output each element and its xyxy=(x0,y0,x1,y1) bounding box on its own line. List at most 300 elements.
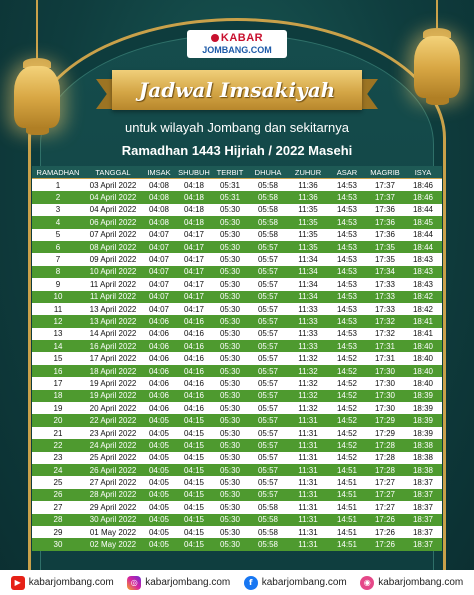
table-cell: 05:57 xyxy=(257,490,279,500)
table-cell: 04 April 2022 xyxy=(89,205,137,215)
table-cell: 05:30 xyxy=(219,205,241,215)
table-cell: 05:58 xyxy=(257,217,279,227)
table-cell: 04:17 xyxy=(183,304,205,314)
table-cell: 23 April 2022 xyxy=(89,428,137,438)
table-cell: 17:36 xyxy=(374,217,396,227)
table-cell: 18:43 xyxy=(412,267,434,277)
table-cell: 18:38 xyxy=(412,440,434,450)
table-cell: 04:18 xyxy=(183,180,205,190)
column-header: TANGGAL xyxy=(95,167,131,177)
table-cell: 04:05 xyxy=(148,478,170,488)
table-cell: 17:27 xyxy=(374,490,396,500)
table-cell: 04:16 xyxy=(183,354,205,364)
table-cell: 05:30 xyxy=(219,279,241,289)
table-cell: 05:57 xyxy=(257,366,279,376)
table-cell: 05:57 xyxy=(257,292,279,302)
table-cell: 04:18 xyxy=(183,217,205,227)
table-cell: 14:53 xyxy=(336,205,358,215)
table-cell: 18:46 xyxy=(412,193,434,203)
table-cell: 11 April 2022 xyxy=(89,292,137,302)
table-cell: 3 xyxy=(55,205,61,215)
table-cell: 11:33 xyxy=(298,316,318,326)
social-link[interactable] xyxy=(360,576,463,590)
table-cell: 18:39 xyxy=(412,428,434,438)
table-cell: 04:16 xyxy=(183,403,205,413)
column-header: DHUHA xyxy=(254,167,282,177)
table-cell: 24 April 2022 xyxy=(89,440,137,450)
table-cell: 04:17 xyxy=(183,242,205,252)
table-cell: 26 xyxy=(53,490,63,500)
dribbble-icon: ◉ xyxy=(360,576,374,590)
table-cell: 18:44 xyxy=(412,230,434,240)
table-cell: 14:53 xyxy=(336,242,358,252)
table-cell: 28 April 2022 xyxy=(89,490,137,500)
table-cell: 04:08 xyxy=(148,193,170,203)
table-cell: 04:15 xyxy=(183,453,205,463)
table-cell: 17:26 xyxy=(374,527,396,537)
column-header: ASAR xyxy=(336,167,358,177)
table-cell: 14:53 xyxy=(336,193,358,203)
table-cell: 17:37 xyxy=(374,193,396,203)
table-cell: 18 xyxy=(53,391,63,401)
table-cell: 17 xyxy=(53,378,63,388)
table-cell: 14:53 xyxy=(336,341,358,351)
table-cell: 05:58 xyxy=(257,527,279,537)
table-cell: 05:57 xyxy=(257,316,279,326)
table-cell: 04:17 xyxy=(183,279,205,289)
table-row xyxy=(32,538,442,550)
table-cell: 11:33 xyxy=(298,304,318,314)
table-cell: 14:52 xyxy=(336,391,358,401)
table-cell: 18:39 xyxy=(412,416,434,426)
table-cell: 04:05 xyxy=(148,428,170,438)
logo-line2: JOMBANG.COM xyxy=(202,45,272,55)
table-cell: 05:30 xyxy=(219,329,241,339)
table-row xyxy=(32,191,442,203)
table-cell: 04:17 xyxy=(183,230,205,240)
table-cell: 18:38 xyxy=(412,465,434,475)
table-cell: 11:32 xyxy=(298,366,318,376)
table-cell: 05:30 xyxy=(219,465,241,475)
table-cell: 11:31 xyxy=(298,515,318,525)
table-cell: 11:31 xyxy=(298,465,318,475)
table-cell: 11:35 xyxy=(298,217,318,227)
table-cell: 04:05 xyxy=(148,465,170,475)
table-cell: 14:51 xyxy=(336,490,358,500)
table-cell: 17:28 xyxy=(374,453,396,463)
table-cell: 09 April 2022 xyxy=(89,255,137,265)
table-cell: 11:31 xyxy=(298,428,318,438)
table-cell: 04:15 xyxy=(183,428,205,438)
table-row xyxy=(32,390,442,402)
table-cell: 04:05 xyxy=(148,527,170,537)
table-row xyxy=(32,452,442,464)
table-cell: 14:53 xyxy=(336,267,358,277)
table-cell: 29 April 2022 xyxy=(89,502,137,512)
table-cell: 04:05 xyxy=(148,502,170,512)
table-cell: 18:42 xyxy=(412,304,434,314)
table-header xyxy=(32,166,442,179)
table-cell: 11:31 xyxy=(298,527,318,537)
table-cell: 17:29 xyxy=(374,428,396,438)
table-cell: 05:30 xyxy=(219,540,241,550)
table-cell: 03 April 2022 xyxy=(89,180,137,190)
table-cell: 17:30 xyxy=(374,391,396,401)
table-cell: 17:30 xyxy=(374,403,396,413)
table-row xyxy=(32,352,442,364)
table-cell: 05:57 xyxy=(257,403,279,413)
table-cell: 10 xyxy=(53,292,63,302)
table-body xyxy=(32,179,442,551)
table-cell: 11:32 xyxy=(298,403,318,413)
social-link[interactable] xyxy=(244,576,347,590)
table-cell: 04:07 xyxy=(148,255,170,265)
table-cell: 05:57 xyxy=(257,279,279,289)
table-cell: 18:37 xyxy=(412,540,434,550)
table-cell: 27 xyxy=(53,502,63,512)
table-cell: 04:07 xyxy=(148,267,170,277)
table-row xyxy=(32,291,442,303)
table-cell: 04:15 xyxy=(183,527,205,537)
logo-line1: KABAR xyxy=(220,32,264,44)
table-cell: 11:35 xyxy=(298,242,318,252)
table-cell: 05:57 xyxy=(257,354,279,364)
table-cell: 19 xyxy=(53,403,63,413)
table-cell: 04:05 xyxy=(148,490,170,500)
table-cell: 05:57 xyxy=(257,478,279,488)
table-cell: 04:06 xyxy=(148,391,170,401)
table-cell: 05:30 xyxy=(219,217,241,227)
table-cell: 04 April 2022 xyxy=(89,193,137,203)
table-cell: 14:53 xyxy=(336,292,358,302)
table-cell: 26 April 2022 xyxy=(89,465,137,475)
table-row xyxy=(32,179,442,191)
table-cell: 04:06 xyxy=(148,378,170,388)
table-cell: 04:15 xyxy=(183,540,205,550)
table-cell: 18:41 xyxy=(412,329,434,339)
social-link-label: kabarjombang.com xyxy=(378,577,464,588)
table-cell: 04:08 xyxy=(148,180,170,190)
table-row xyxy=(32,266,442,278)
table-cell: 04:16 xyxy=(183,366,205,376)
social-link-label: kabarjombang.com xyxy=(28,577,114,588)
table-cell: 04:18 xyxy=(183,205,205,215)
table-row xyxy=(32,315,442,327)
table-cell: 11 xyxy=(53,304,63,314)
table-cell: 05:57 xyxy=(257,453,279,463)
table-cell: 18:40 xyxy=(412,354,434,364)
table-cell: 05:30 xyxy=(219,255,241,265)
table-cell: 18:38 xyxy=(412,453,434,463)
table-cell: 17:31 xyxy=(374,354,396,364)
subtitle-region: untuk wilayah Jombang dan sekitarnya xyxy=(124,120,350,135)
facebook-icon: f xyxy=(244,576,258,590)
table-cell: 01 May 2022 xyxy=(89,527,137,537)
page-title: Jadwal Imsakiyah xyxy=(138,78,336,102)
table-cell: 05:30 xyxy=(219,304,241,314)
table-cell: 04:08 xyxy=(148,205,170,215)
table-cell: 17:28 xyxy=(374,440,396,450)
table-cell: 05:30 xyxy=(219,428,241,438)
column-header: ISYA xyxy=(414,167,432,177)
table-cell: 17:26 xyxy=(374,540,396,550)
table-cell: 10 April 2022 xyxy=(89,267,137,277)
table-cell: 17:31 xyxy=(374,341,396,351)
table-row xyxy=(32,377,442,389)
table-cell: 04:08 xyxy=(148,217,170,227)
table-cell: 17:27 xyxy=(374,502,396,512)
table-cell: 25 xyxy=(53,478,63,488)
table-row xyxy=(32,414,442,426)
table-cell: 20 April 2022 xyxy=(89,403,137,413)
table-cell: 18:45 xyxy=(412,217,434,227)
table-cell: 08 April 2022 xyxy=(89,242,137,252)
table-cell: 19 April 2022 xyxy=(89,378,137,388)
table-cell: 05:57 xyxy=(257,267,279,277)
table-cell: 04:06 xyxy=(148,354,170,364)
table-cell: 16 April 2022 xyxy=(89,341,137,351)
table-cell: 04:15 xyxy=(183,515,205,525)
table-row xyxy=(32,340,442,352)
table-cell: 05:30 xyxy=(219,440,241,450)
table-cell: 18:44 xyxy=(412,205,434,215)
table-cell: 05:58 xyxy=(257,230,279,240)
table-cell: 05:30 xyxy=(219,267,241,277)
table-cell: 14:53 xyxy=(336,329,358,339)
table-cell: 11:32 xyxy=(298,354,318,364)
table-cell: 14:53 xyxy=(336,230,358,240)
table-cell: 5 xyxy=(55,230,61,240)
table-cell: 11:32 xyxy=(298,391,318,401)
table-cell: 18:43 xyxy=(412,279,434,289)
table-cell: 18:40 xyxy=(412,341,434,351)
table-cell: 17:35 xyxy=(374,242,396,252)
column-header: MAGRIB xyxy=(370,167,400,177)
table-cell: 11:31 xyxy=(298,478,318,488)
table-cell: 21 xyxy=(53,428,63,438)
table-cell: 05:57 xyxy=(257,465,279,475)
table-cell: 18:37 xyxy=(412,515,434,525)
table-cell: 17:36 xyxy=(374,230,396,240)
table-cell: 18:37 xyxy=(412,502,434,512)
table-cell: 05:30 xyxy=(219,502,241,512)
table-cell: 05:57 xyxy=(257,440,279,450)
table-cell: 11 April 2022 xyxy=(89,279,137,289)
table-row xyxy=(32,402,442,414)
table-cell: 14:53 xyxy=(336,217,358,227)
table-cell: 04:16 xyxy=(183,316,205,326)
table-cell: 16 xyxy=(53,366,63,376)
table-cell: 04:05 xyxy=(148,540,170,550)
table-cell: 05:58 xyxy=(257,540,279,550)
table-cell: 17:37 xyxy=(374,180,396,190)
table-cell: 05:30 xyxy=(219,242,241,252)
table-cell: 14 April 2022 xyxy=(89,329,137,339)
table-cell: 05:30 xyxy=(219,292,241,302)
table-cell: 8 xyxy=(55,267,61,277)
table-cell: 14:52 xyxy=(336,440,358,450)
table-cell: 05:58 xyxy=(257,205,279,215)
table-cell: 04:07 xyxy=(148,304,170,314)
table-cell: 14:52 xyxy=(336,378,358,388)
table-cell: 11:32 xyxy=(298,378,318,388)
table-cell: 14:51 xyxy=(336,465,358,475)
table-cell: 04:06 xyxy=(148,341,170,351)
table-cell: 04:06 xyxy=(148,316,170,326)
table-cell: 17:29 xyxy=(374,416,396,426)
table-cell: 13 April 2022 xyxy=(89,316,137,326)
table-cell: 05:30 xyxy=(219,478,241,488)
column-header: RAMADHAN xyxy=(36,167,80,177)
table-cell: 05:57 xyxy=(257,391,279,401)
table-cell: 11:35 xyxy=(298,205,318,215)
table-cell: 11:34 xyxy=(298,255,318,265)
table-cell: 9 xyxy=(55,279,61,289)
social-link-label: kabarjombang.com xyxy=(261,577,347,588)
table-cell: 18:37 xyxy=(412,490,434,500)
table-row xyxy=(32,439,442,451)
table-cell: 04:15 xyxy=(183,490,205,500)
table-cell: 11:34 xyxy=(298,279,318,289)
table-cell: 2 xyxy=(55,193,61,203)
table-cell: 17:33 xyxy=(374,279,396,289)
table-cell: 11:31 xyxy=(298,502,318,512)
table-cell: 17:30 xyxy=(374,378,396,388)
table-cell: 14:51 xyxy=(336,502,358,512)
table-cell: 04:05 xyxy=(148,515,170,525)
table-cell: 04:16 xyxy=(183,341,205,351)
table-cell: 14:52 xyxy=(336,453,358,463)
table-cell: 12 xyxy=(53,316,63,326)
social-link[interactable] xyxy=(127,576,230,590)
social-link[interactable] xyxy=(11,576,114,590)
table-cell: 18:46 xyxy=(412,180,434,190)
table-cell: 17:28 xyxy=(374,465,396,475)
table-cell: 05:30 xyxy=(219,527,241,537)
table-cell: 07 April 2022 xyxy=(89,230,137,240)
table-cell: 14:51 xyxy=(336,527,358,537)
table-cell: 14:51 xyxy=(336,540,358,550)
table-cell: 05:30 xyxy=(219,366,241,376)
table-cell: 17:36 xyxy=(374,205,396,215)
table-cell: 14:52 xyxy=(336,366,358,376)
instagram-icon: ◎ xyxy=(127,576,141,590)
table-cell: 11:34 xyxy=(298,292,318,302)
table-row xyxy=(32,476,442,488)
table-cell: 22 xyxy=(53,440,63,450)
table-cell: 11:34 xyxy=(298,267,318,277)
table-cell: 04:05 xyxy=(148,440,170,450)
table-cell: 05:58 xyxy=(257,180,279,190)
table-cell: 11:31 xyxy=(298,540,318,550)
table-cell: 05:57 xyxy=(257,242,279,252)
table-cell: 04:17 xyxy=(183,255,205,265)
table-cell: 17:27 xyxy=(374,478,396,488)
table-cell: 11:33 xyxy=(298,329,318,339)
table-cell: 05:57 xyxy=(257,329,279,339)
table-cell: 19 April 2022 xyxy=(89,391,137,401)
table-cell: 14:52 xyxy=(336,354,358,364)
table-cell: 04:15 xyxy=(183,465,205,475)
column-header: TERBIT xyxy=(216,167,244,177)
table-cell: 18:41 xyxy=(412,316,434,326)
social-link-label: kabarjombang.com xyxy=(145,577,231,588)
table-cell: 04:15 xyxy=(183,502,205,512)
table-cell: 14:53 xyxy=(336,180,358,190)
table-cell: 30 xyxy=(53,540,63,550)
table-cell: 15 xyxy=(53,354,63,364)
table-cell: 14:53 xyxy=(336,304,358,314)
table-cell: 14:53 xyxy=(336,279,358,289)
table-cell: 05:30 xyxy=(219,416,241,426)
table-cell: 14:53 xyxy=(336,316,358,326)
table-cell: 30 April 2022 xyxy=(89,515,137,525)
lantern-right-icon xyxy=(414,0,460,140)
table-cell: 18:42 xyxy=(412,292,434,302)
table-cell: 14:52 xyxy=(336,428,358,438)
table-cell: 17 April 2022 xyxy=(89,354,137,364)
brand-logo xyxy=(187,30,287,58)
table-cell: 04:15 xyxy=(183,416,205,426)
table-cell: 05:57 xyxy=(257,428,279,438)
table-cell: 28 xyxy=(53,515,63,525)
table-cell: 04:16 xyxy=(183,329,205,339)
table-cell: 04:17 xyxy=(183,292,205,302)
table-cell: 13 xyxy=(53,329,63,339)
table-cell: 18:39 xyxy=(412,403,434,413)
table-cell: 04:06 xyxy=(148,403,170,413)
table-cell: 04:05 xyxy=(148,416,170,426)
table-cell: 1 xyxy=(55,180,61,190)
table-row xyxy=(32,501,442,513)
table-cell: 11:31 xyxy=(298,453,318,463)
table-cell: 04:06 xyxy=(148,329,170,339)
table-cell: 02 May 2022 xyxy=(89,540,137,550)
title-ribbon xyxy=(112,70,362,110)
table-cell: 05:30 xyxy=(219,391,241,401)
table-cell: 11:31 xyxy=(298,490,318,500)
schedule-table xyxy=(32,166,442,551)
table-cell: 14 xyxy=(53,341,63,351)
table-cell: 18:39 xyxy=(412,391,434,401)
table-cell: 05:57 xyxy=(257,378,279,388)
column-header: IMSAK xyxy=(147,167,171,177)
table-row xyxy=(32,216,442,228)
table-row xyxy=(32,229,442,241)
table-cell: 13 April 2022 xyxy=(89,304,137,314)
table-cell: 7 xyxy=(55,255,61,265)
table-cell: 05:58 xyxy=(257,193,279,203)
table-row xyxy=(32,204,442,216)
table-cell: 17:35 xyxy=(374,255,396,265)
table-cell: 17:32 xyxy=(374,316,396,326)
table-cell: 17:34 xyxy=(374,267,396,277)
table-row xyxy=(32,464,442,476)
table-cell: 06 April 2022 xyxy=(89,217,137,227)
table-cell: 17:30 xyxy=(374,366,396,376)
table-cell: 04:07 xyxy=(148,230,170,240)
table-cell: 20 xyxy=(53,416,63,426)
table-cell: 04:16 xyxy=(183,378,205,388)
table-cell: 05:30 xyxy=(219,453,241,463)
table-cell: 14:52 xyxy=(336,403,358,413)
table-cell: 04:15 xyxy=(183,440,205,450)
table-row xyxy=(32,241,442,253)
table-row xyxy=(32,489,442,501)
social-footer xyxy=(0,570,474,595)
table-cell: 04:06 xyxy=(148,366,170,376)
table-cell: 18:40 xyxy=(412,378,434,388)
